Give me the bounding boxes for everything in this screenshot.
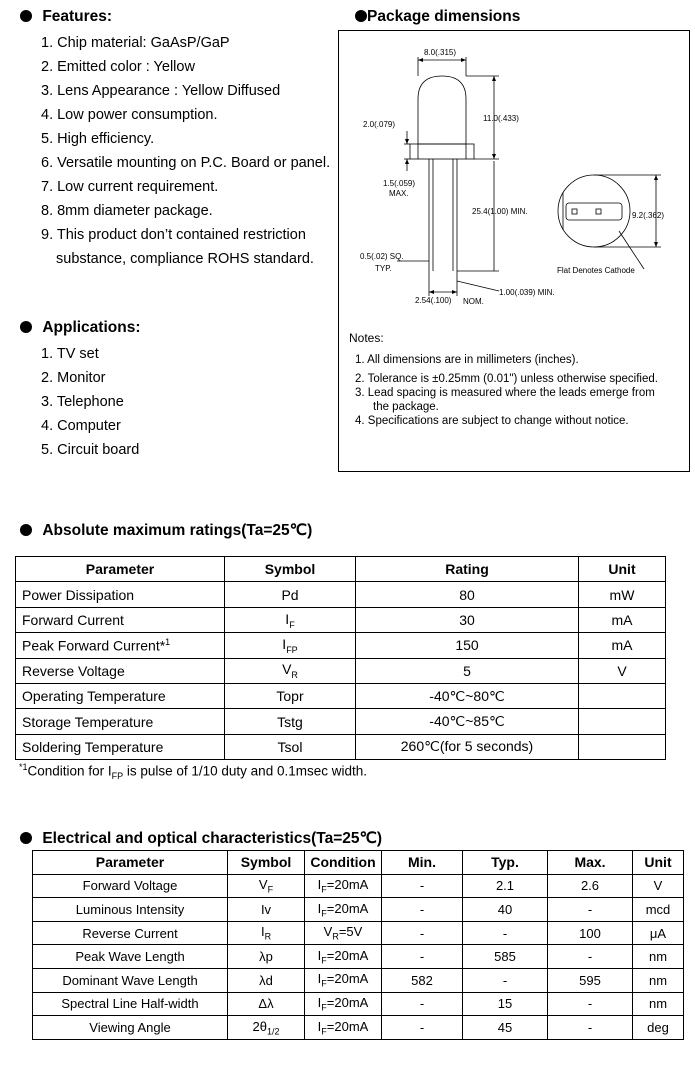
param-cell: Luminous Intensity bbox=[33, 898, 228, 922]
package-diagram-box bbox=[338, 30, 690, 472]
param-cell: Peak Wave Length bbox=[33, 945, 228, 969]
ratings-body bbox=[16, 582, 666, 760]
symbol-text: I bbox=[285, 610, 290, 627]
unit-cell: mW bbox=[579, 582, 666, 607]
param-text: Power Dissipation bbox=[22, 586, 135, 603]
param-cell bbox=[16, 683, 225, 708]
max-cell: - bbox=[548, 898, 633, 922]
param-cell: Forward Voltage bbox=[33, 874, 228, 898]
param-cell bbox=[16, 582, 225, 607]
symbol-sub: F bbox=[289, 619, 295, 630]
condition-value: =20mA bbox=[326, 1018, 369, 1034]
rating-cell: 260℃(for 5 seconds) bbox=[356, 734, 579, 759]
max-cell: - bbox=[548, 992, 633, 1016]
symbol-sub: R bbox=[264, 931, 272, 942]
min-cell: - bbox=[382, 992, 463, 1016]
dim-diameter-label: 9.2(.362) bbox=[632, 211, 665, 220]
list-item: 2. Monitor bbox=[41, 370, 106, 386]
typ-cell: 15 bbox=[463, 992, 548, 1016]
typ-cell: 2.1 bbox=[463, 874, 548, 898]
symbol-cell bbox=[225, 633, 356, 658]
footnote-text: Condition for I bbox=[27, 763, 112, 779]
condition-sub: R bbox=[332, 931, 339, 942]
package-title: Package dimensions bbox=[367, 8, 521, 25]
electrical-heading bbox=[20, 829, 382, 848]
bullet-icon bbox=[20, 10, 32, 22]
footnote-number: 1 bbox=[22, 762, 28, 772]
applications-heading bbox=[20, 319, 140, 337]
condition-cell bbox=[305, 921, 382, 945]
unit-cell: mcd bbox=[633, 898, 684, 922]
param-text: Forward Current bbox=[22, 611, 124, 628]
column-header: Parameter bbox=[16, 557, 225, 582]
ratings-footnote bbox=[19, 762, 367, 781]
condition-cell bbox=[305, 992, 382, 1016]
symbol-text: V bbox=[282, 661, 292, 678]
param-cell: Spectral Line Half-width bbox=[33, 992, 228, 1016]
dim-max-suffix: MAX. bbox=[389, 189, 409, 198]
condition-cell bbox=[305, 898, 382, 922]
min-cell: - bbox=[382, 898, 463, 922]
symbol-cell bbox=[228, 968, 305, 992]
table-header-row bbox=[33, 851, 684, 875]
column-header: Unit bbox=[633, 851, 684, 875]
param-text: Peak Forward Current* bbox=[22, 637, 166, 654]
symbol-cell bbox=[228, 921, 305, 945]
symbol-text: V bbox=[258, 877, 268, 893]
symbol-cell bbox=[225, 683, 356, 708]
list-item: 9. This product don’t contained restriction bbox=[41, 227, 306, 243]
symbol-cell bbox=[225, 582, 356, 607]
unit-cell: nm bbox=[633, 992, 684, 1016]
list-item: 7. Low current requirement. bbox=[41, 179, 219, 195]
condition-text: I bbox=[317, 900, 322, 916]
max-cell: 595 bbox=[548, 968, 633, 992]
note-item: 1. All dimensions are in millimeters (inches). bbox=[355, 354, 579, 366]
symbol-text: Topr bbox=[276, 688, 304, 705]
condition-sub: F bbox=[321, 955, 327, 966]
unit-cell: mA bbox=[579, 607, 666, 632]
electrical-body bbox=[33, 874, 684, 1039]
symbol-text: I bbox=[260, 924, 265, 940]
symbol-text: λp bbox=[259, 949, 273, 965]
package-heading bbox=[355, 8, 520, 26]
condition-cell bbox=[305, 968, 382, 992]
condition-text: V bbox=[323, 924, 333, 940]
condition-value: =20mA bbox=[326, 995, 369, 1011]
dim-lead-length-label: 25.4(1.00) MIN. bbox=[472, 207, 528, 216]
electrical-table bbox=[32, 850, 684, 1040]
table-row bbox=[16, 633, 666, 658]
ratings-title: Absolute maximum ratings(Ta=25℃) bbox=[42, 522, 313, 539]
symbol-cell bbox=[228, 945, 305, 969]
rating-cell: 150 bbox=[356, 633, 579, 658]
flat-cathode-label: Flat Denotes Cathode bbox=[557, 266, 635, 275]
features-heading bbox=[20, 8, 112, 26]
condition-value: =20mA bbox=[326, 877, 369, 893]
condition-sub: F bbox=[321, 979, 327, 990]
table-row bbox=[33, 921, 684, 945]
column-header: Max. bbox=[548, 851, 633, 875]
dim-max-label: 1.5(.059) bbox=[383, 179, 416, 188]
list-item: 2. Emitted color : Yellow bbox=[41, 59, 195, 75]
condition-sub: F bbox=[321, 1002, 327, 1013]
ratings-heading bbox=[20, 521, 312, 540]
param-cell: Dominant Wave Length bbox=[33, 968, 228, 992]
max-cell: 2.6 bbox=[548, 874, 633, 898]
param-text: Reverse Voltage bbox=[22, 662, 125, 679]
condition-cell bbox=[305, 874, 382, 898]
list-item: 6. Versatile mounting on P.C. Board or panel. bbox=[41, 155, 331, 171]
max-cell: 100 bbox=[548, 921, 633, 945]
condition-value: =20mA bbox=[326, 947, 369, 963]
symbol-text: I bbox=[282, 635, 287, 652]
table-row bbox=[16, 709, 666, 734]
dim-spacing-label: 2.54(.100) bbox=[415, 296, 452, 305]
column-header: Rating bbox=[356, 557, 579, 582]
table-row bbox=[16, 683, 666, 708]
condition-sub: F bbox=[321, 884, 327, 895]
rating-cell: -40℃~80℃ bbox=[356, 683, 579, 708]
column-header: Symbol bbox=[225, 557, 356, 582]
symbol-text: 2θ bbox=[252, 1018, 267, 1034]
led-lens-outline bbox=[418, 76, 466, 159]
table-row bbox=[33, 1016, 684, 1040]
table-row bbox=[33, 898, 684, 922]
electrical-title: Electrical and optical characteristics(Ta=25℃) bbox=[42, 830, 383, 847]
table-row bbox=[33, 945, 684, 969]
table-row bbox=[16, 658, 666, 683]
list-item: 3. Telephone bbox=[41, 394, 124, 410]
param-cell: Reverse Current bbox=[33, 921, 228, 945]
dim-flange-label: 2.0(.079) bbox=[363, 120, 396, 129]
dim-sq-label: 0.5(.02) SQ. bbox=[360, 252, 404, 261]
symbol-cell bbox=[228, 1016, 305, 1040]
symbol-cell bbox=[225, 734, 356, 759]
unit-cell: μA bbox=[633, 921, 684, 945]
list-item: 4. Low power consumption. bbox=[41, 107, 218, 123]
rating-cell: 80 bbox=[356, 582, 579, 607]
column-header: Min. bbox=[382, 851, 463, 875]
dim-nom-label: NOM. bbox=[463, 297, 484, 306]
min-cell: - bbox=[382, 1016, 463, 1040]
led-flange bbox=[410, 144, 474, 159]
column-header: Condition bbox=[305, 851, 382, 875]
table-row bbox=[33, 968, 684, 992]
symbol-text: Tstg bbox=[277, 713, 303, 730]
dim-width-label: 8.0(.315) bbox=[424, 48, 457, 57]
footnote-sub: FP bbox=[111, 771, 124, 782]
footnote-mark: * bbox=[19, 762, 23, 772]
note-item: 3. Lead spacing is measured where the leads emerge from bbox=[355, 387, 655, 399]
symbol-sub: F bbox=[267, 884, 274, 895]
features-title: Features: bbox=[42, 8, 113, 25]
min-cell: - bbox=[382, 874, 463, 898]
max-cell: - bbox=[548, 945, 633, 969]
note-item: 2. Tolerance is ±0.25mm (0.01") unless otherwise specified. bbox=[355, 373, 658, 385]
unit-cell bbox=[579, 709, 666, 734]
unit-cell bbox=[579, 734, 666, 759]
symbol-cell bbox=[225, 658, 356, 683]
symbol-sub: FP bbox=[286, 644, 298, 655]
symbol-cell bbox=[228, 874, 305, 898]
min-cell: 582 bbox=[382, 968, 463, 992]
condition-cell bbox=[305, 945, 382, 969]
typ-cell: - bbox=[463, 921, 548, 945]
table-header-row bbox=[16, 557, 666, 582]
unit-cell: V bbox=[633, 874, 684, 898]
unit-cell: nm bbox=[633, 968, 684, 992]
symbol-sub: R bbox=[291, 670, 298, 681]
table-row bbox=[33, 874, 684, 898]
note-item: 4. Specifications are subject to change without notice. bbox=[355, 415, 629, 427]
rating-cell: 30 bbox=[356, 607, 579, 632]
unit-cell bbox=[579, 683, 666, 708]
symbol-text: Tsol bbox=[277, 738, 303, 755]
symbol-cell bbox=[225, 607, 356, 632]
unit-cell: deg bbox=[633, 1016, 684, 1040]
list-item: 3. Lens Appearance : Yellow Diffused bbox=[41, 83, 281, 99]
dim-sq-suffix: TYP. bbox=[375, 264, 392, 273]
condition-cell bbox=[305, 1016, 382, 1040]
ratings-table bbox=[15, 556, 666, 760]
list-item: 5. Circuit board bbox=[41, 442, 140, 458]
rating-cell: -40℃~85℃ bbox=[356, 709, 579, 734]
dim-min-lead-label: 1.00(.039) MIN. bbox=[499, 288, 555, 297]
condition-sub: F bbox=[321, 908, 327, 919]
table-row bbox=[16, 582, 666, 607]
symbol-text: Iv bbox=[260, 901, 272, 917]
param-cell bbox=[16, 607, 225, 632]
bullet-icon bbox=[20, 524, 32, 536]
table-row bbox=[16, 734, 666, 759]
symbol-sub: 1/2 bbox=[266, 1026, 280, 1037]
param-text: Operating Temperature bbox=[22, 688, 166, 705]
param-cell bbox=[16, 658, 225, 683]
column-header: Parameter bbox=[33, 851, 228, 875]
applications-list bbox=[41, 342, 139, 462]
column-header: Unit bbox=[579, 557, 666, 582]
table-row bbox=[33, 992, 684, 1016]
unit-cell: V bbox=[579, 658, 666, 683]
param-cell bbox=[16, 709, 225, 734]
unit-cell: mA bbox=[579, 633, 666, 658]
condition-text: I bbox=[317, 971, 322, 987]
bullet-icon bbox=[20, 832, 32, 844]
condition-value: =5V bbox=[338, 924, 363, 940]
list-item: substance, compliance ROHS standard. bbox=[56, 251, 314, 267]
param-sup: 1 bbox=[165, 637, 171, 648]
symbol-text: Δλ bbox=[258, 996, 274, 1012]
symbol-cell bbox=[228, 992, 305, 1016]
table-row bbox=[16, 607, 666, 632]
list-item: 1. TV set bbox=[41, 346, 99, 362]
symbol-text: Pd bbox=[281, 586, 299, 603]
unit-cell: nm bbox=[633, 945, 684, 969]
note-item-cont: the package. bbox=[373, 401, 439, 413]
condition-value: =20mA bbox=[326, 900, 369, 916]
list-item: 4. Computer bbox=[41, 418, 121, 434]
param-cell bbox=[16, 633, 225, 658]
symbol-cell bbox=[225, 709, 356, 734]
min-cell: - bbox=[382, 945, 463, 969]
condition-text: I bbox=[317, 995, 322, 1011]
list-item: 5. High efficiency. bbox=[41, 131, 155, 147]
dim-height-label: 11.0(.433) bbox=[483, 114, 519, 123]
condition-text: I bbox=[317, 877, 322, 893]
max-cell: - bbox=[548, 1016, 633, 1040]
applications-title: Applications: bbox=[42, 319, 141, 336]
param-cell: Viewing Angle bbox=[33, 1016, 228, 1040]
symbol-text: λd bbox=[259, 972, 273, 988]
condition-text: I bbox=[317, 1018, 322, 1034]
symbol-cell bbox=[228, 898, 305, 922]
list-item: 1. Chip material: GaAsP/GaP bbox=[41, 35, 230, 51]
features-list bbox=[41, 31, 330, 271]
list-item: 8. 8mm diameter package. bbox=[41, 203, 213, 219]
rating-cell: 5 bbox=[356, 658, 579, 683]
param-cell bbox=[16, 734, 225, 759]
typ-cell: 45 bbox=[463, 1016, 548, 1040]
min-cell: - bbox=[382, 921, 463, 945]
column-header: Typ. bbox=[463, 851, 548, 875]
typ-cell: 40 bbox=[463, 898, 548, 922]
param-text: Storage Temperature bbox=[22, 713, 154, 730]
condition-text: I bbox=[317, 947, 322, 963]
param-text: Soldering Temperature bbox=[22, 738, 164, 755]
typ-cell: 585 bbox=[463, 945, 548, 969]
led-top-view-circle bbox=[558, 175, 630, 247]
notes-title: Notes: bbox=[349, 331, 384, 345]
condition-sub: F bbox=[321, 1026, 327, 1037]
column-header: Symbol bbox=[228, 851, 305, 875]
footnote-text: is pulse of 1/10 duty and 0.1msec width. bbox=[123, 763, 367, 779]
condition-value: =20mA bbox=[326, 971, 369, 987]
bullet-icon bbox=[355, 10, 367, 22]
typ-cell: - bbox=[463, 968, 548, 992]
bullet-icon bbox=[20, 321, 32, 333]
